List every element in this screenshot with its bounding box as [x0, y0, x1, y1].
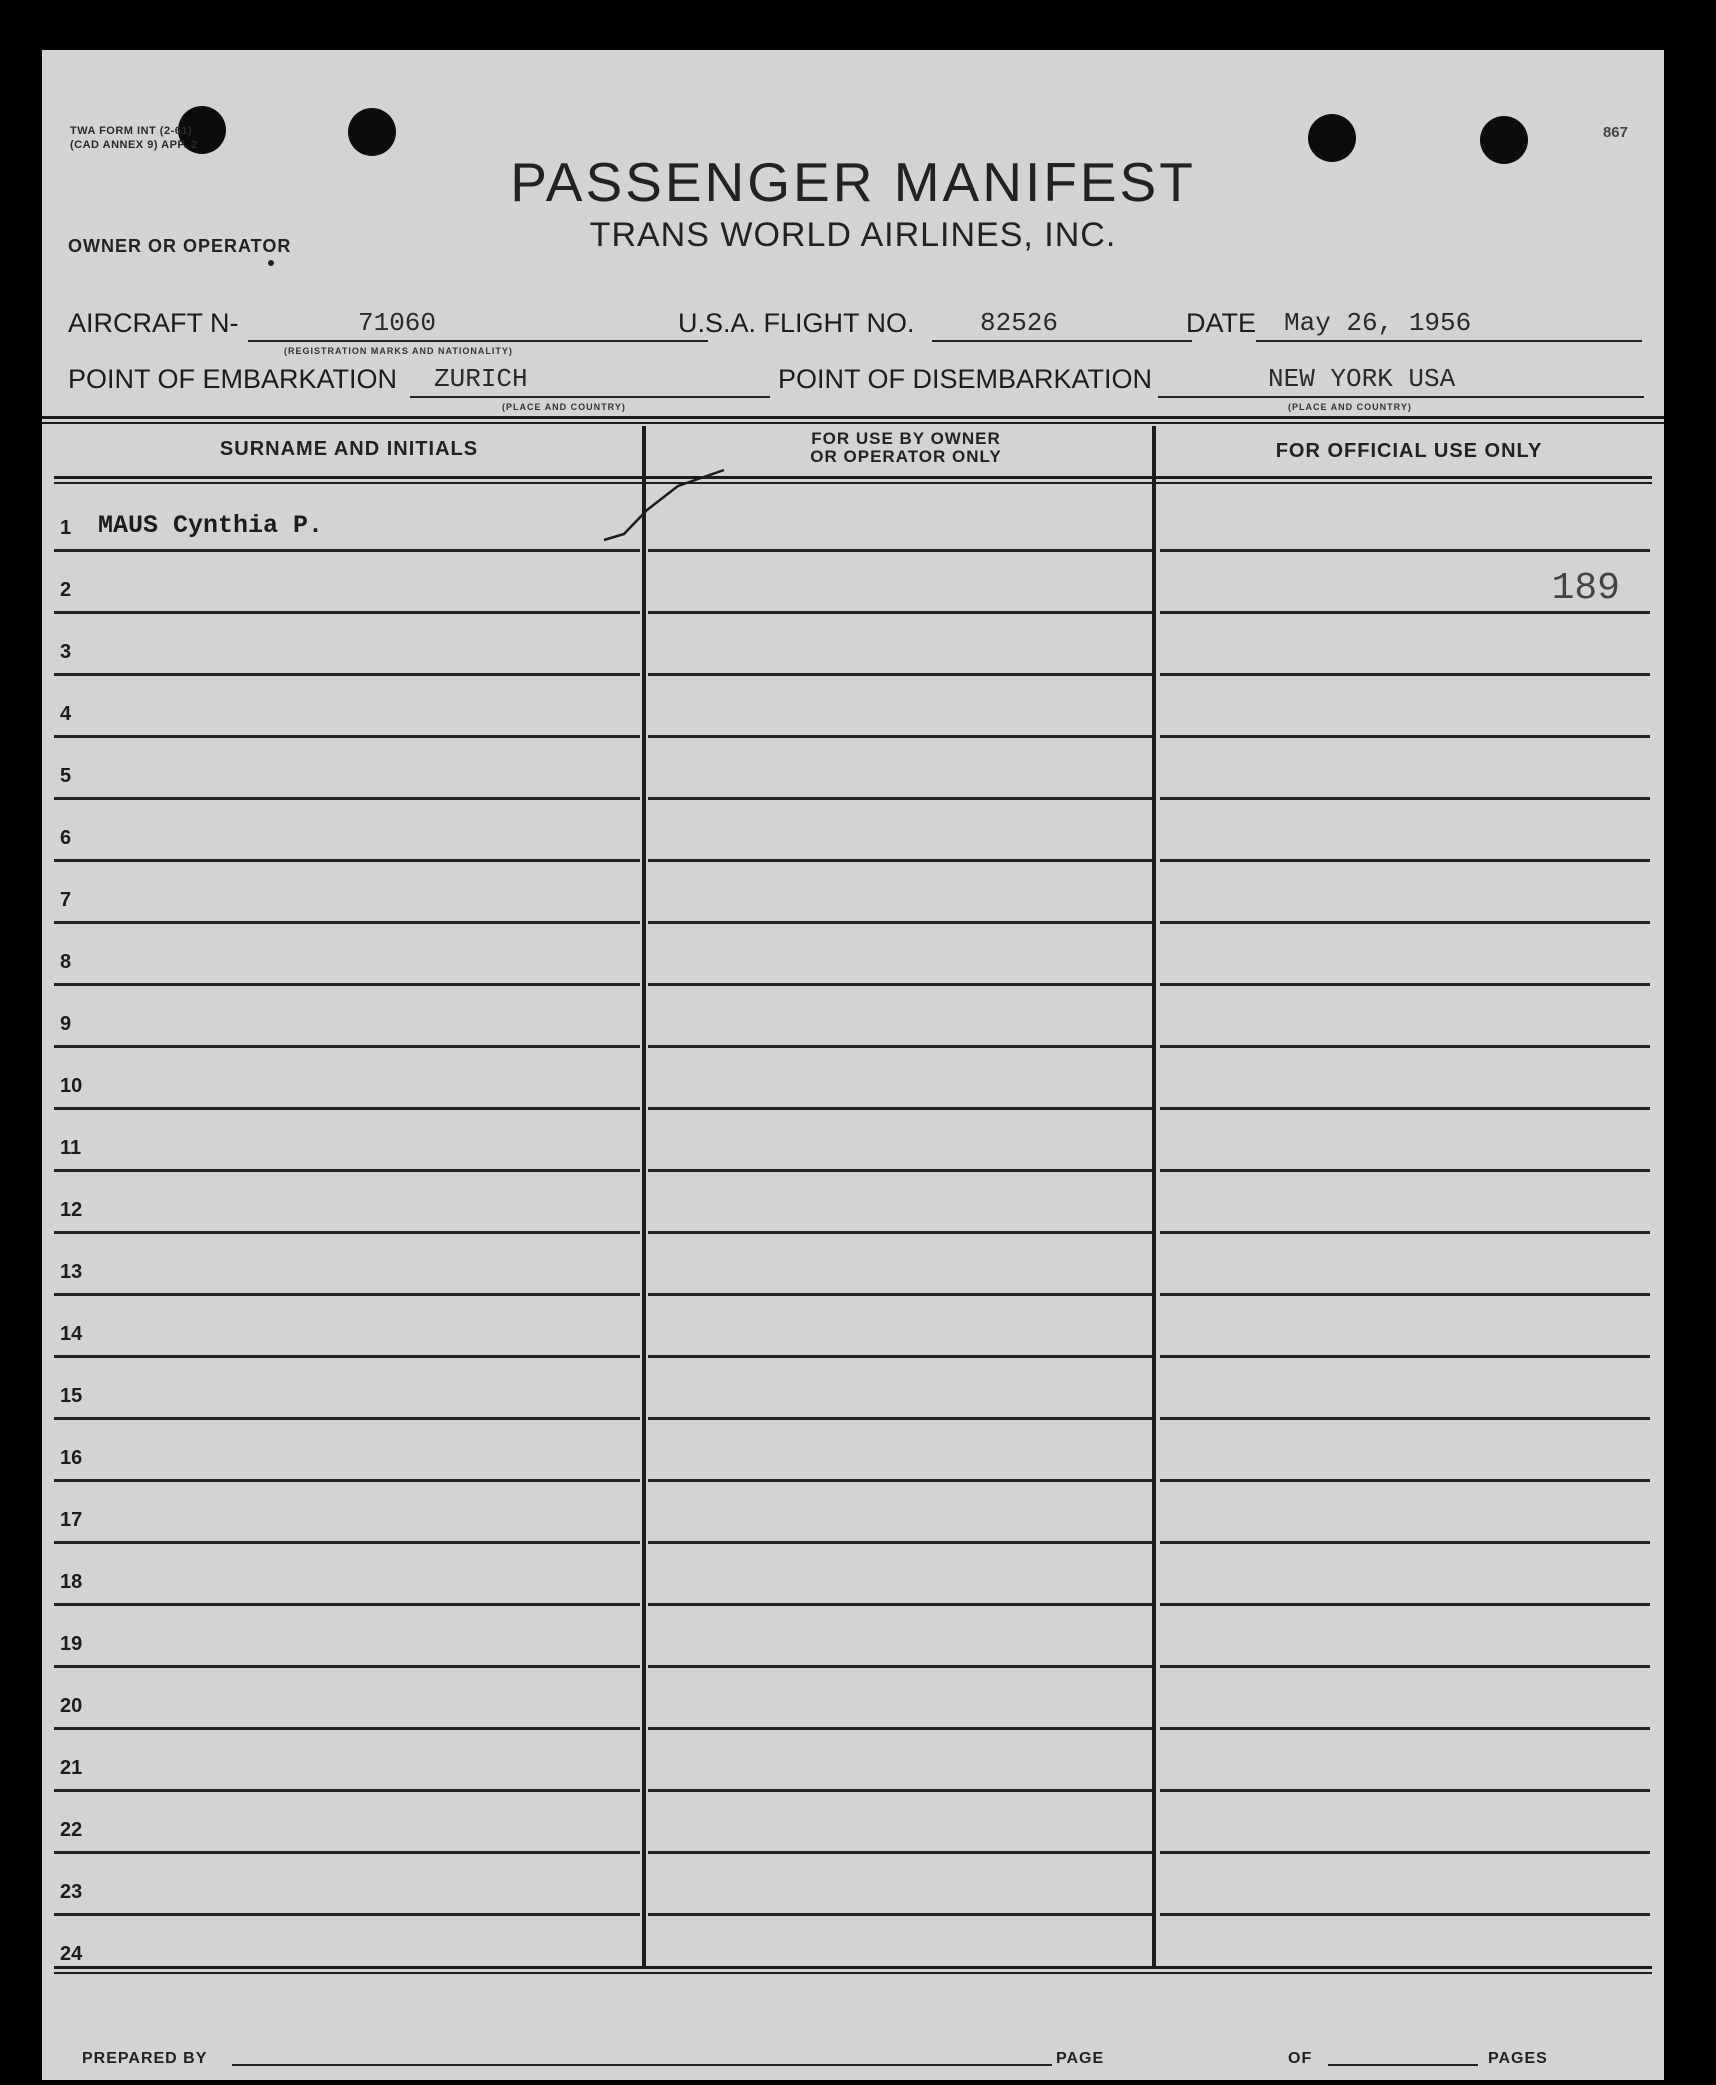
row-number: 1: [60, 517, 72, 539]
passenger-row: [54, 924, 1650, 986]
row-number: 13: [60, 1261, 83, 1283]
row-number: 14: [60, 1323, 83, 1345]
passenger-row: [54, 1420, 1650, 1482]
row-number: 23: [60, 1881, 83, 1903]
passenger-row: [54, 986, 1650, 1048]
surname-column-header: SURNAME AND INITIALS: [219, 438, 479, 460]
row-number: 22: [60, 1819, 83, 1841]
embarkation-caption: (PLACE AND COUNTRY): [502, 402, 626, 412]
embarkation-value: ZURICH: [434, 364, 528, 394]
row-number: 20: [60, 1695, 83, 1717]
row-number: 17: [60, 1509, 83, 1531]
table-bottom-rule-2: [54, 1972, 1652, 1974]
form-id-line-2: (CAD ANNEX 9) APP. 2: [70, 139, 198, 151]
passenger-row: [54, 1854, 1650, 1916]
official-entry: 189: [1551, 567, 1620, 610]
row-number: 19: [60, 1633, 83, 1655]
passenger-row: [54, 738, 1650, 800]
passenger-row: [54, 676, 1650, 738]
passenger-row: [54, 1358, 1650, 1420]
row-number: 24: [60, 1943, 83, 1965]
passenger-row: [54, 490, 1650, 552]
header-top-rule: [42, 416, 1664, 419]
passenger-row: [54, 1296, 1650, 1358]
row-number: 21: [60, 1757, 83, 1779]
column-header-bottom-rule: [54, 476, 1652, 479]
passenger-row: [54, 1606, 1650, 1668]
embarkation-label: POINT OF EMBARKATION: [68, 364, 398, 394]
passenger-row: [54, 1792, 1650, 1854]
owner-use-column-header: [656, 430, 1156, 466]
passenger-row: [54, 1048, 1650, 1110]
of-label: OF: [1288, 2050, 1313, 2067]
row-number: 2: [60, 579, 72, 601]
aircraft-underline: [248, 340, 708, 342]
column-header-bottom-rule-2: [54, 482, 1652, 484]
row-number: 10: [60, 1075, 83, 1097]
passenger-name: MAUS Cynthia P.: [98, 511, 324, 540]
passenger-row: [54, 1172, 1650, 1234]
airline-name: TRANS WORLD AIRLINES, INC.: [589, 216, 1117, 254]
passenger-row: [54, 1544, 1650, 1606]
row-number: 11: [60, 1137, 82, 1159]
row-number: 9: [60, 1013, 72, 1035]
passenger-row: [54, 1110, 1650, 1172]
flight-label: U.S.A. FLIGHT NO.: [678, 308, 915, 338]
aircraft-caption: (REGISTRATION MARKS AND NATIONALITY): [284, 346, 513, 356]
header-top-rule-2: [42, 422, 1664, 424]
form-id-line-1: TWA FORM INT (2-61): [70, 125, 193, 137]
prepared-by-label: PREPARED BY: [82, 2050, 208, 2067]
owner-use-header-line-2: OR OPERATOR ONLY: [810, 447, 1002, 466]
form-identifier: [70, 124, 198, 152]
row-number: 5: [60, 765, 72, 787]
row-number: 16: [60, 1447, 83, 1469]
passenger-row: [54, 800, 1650, 862]
manifest-sheet: [42, 50, 1664, 2080]
row-number: 15: [60, 1385, 83, 1407]
row-number: 8: [60, 951, 72, 973]
row-number: 3: [60, 641, 72, 663]
passenger-row: [54, 1668, 1650, 1730]
prepared-by-line: [232, 2064, 1052, 2066]
date-value: May 26, 1956: [1284, 308, 1472, 338]
row-number: 6: [60, 827, 72, 849]
page-reference-number: 867: [1602, 124, 1628, 141]
flight-value: 82526: [980, 308, 1059, 338]
row-number: 12: [60, 1199, 83, 1221]
document-title: PASSENGER MANIFEST: [510, 151, 1196, 213]
passenger-row: [54, 1730, 1650, 1792]
disembarkation-underline: [1158, 396, 1644, 398]
row-number: 4: [60, 703, 72, 725]
dot-mark: [268, 260, 274, 266]
table-bottom-rule: [54, 1966, 1652, 1969]
owner-operator-label: OWNER OR OPERATOR: [68, 236, 292, 256]
passenger-row: [54, 862, 1650, 924]
owner-use-header-line-1: FOR USE BY OWNER: [811, 429, 1001, 448]
official-use-column-header: FOR OFFICIAL USE ONLY: [1275, 440, 1543, 462]
disembarkation-value: NEW YORK USA: [1268, 364, 1456, 394]
page-label: PAGE: [1056, 2050, 1105, 2067]
passenger-row: [54, 1482, 1650, 1544]
flight-underline: [932, 340, 1192, 342]
row-number: 7: [60, 889, 72, 911]
disembarkation-label: POINT OF DISEMBARKATION: [778, 364, 1153, 394]
of-line: [1328, 2064, 1478, 2066]
date-label: DATE: [1186, 308, 1257, 338]
punch-hole: [348, 108, 396, 156]
aircraft-label: AIRCRAFT N-: [68, 308, 239, 338]
aircraft-value: 71060: [358, 308, 437, 338]
row-number: 18: [60, 1571, 83, 1593]
date-underline: [1256, 340, 1642, 342]
pages-label: PAGES: [1488, 2050, 1548, 2067]
passenger-row: [54, 552, 1650, 614]
passenger-row: [54, 614, 1650, 676]
disembarkation-caption: (PLACE AND COUNTRY): [1288, 402, 1412, 412]
embarkation-underline: [410, 396, 770, 398]
passenger-row: [54, 1234, 1650, 1296]
